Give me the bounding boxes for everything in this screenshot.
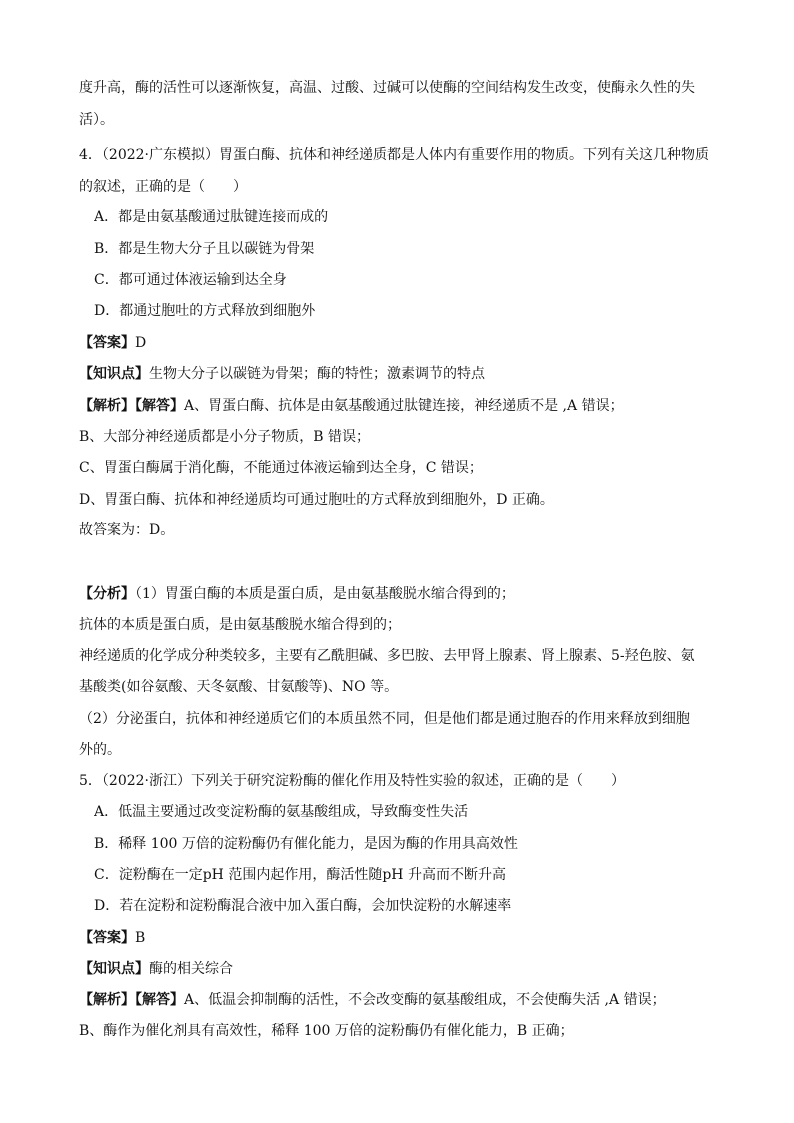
question-5-knowledge-point: 【知识点】酶的相关综合 xyxy=(79,961,233,977)
knowledge-tag: 【知识点】 xyxy=(79,961,149,977)
analysis-tag: 【解析】【解答】 xyxy=(79,992,184,1008)
question-4-analysis: C、胃蛋白酶属于消化酶，不能通过体液运输到达全身，C 错误； xyxy=(79,460,483,476)
analysis-tag: 【解析】【解答】 xyxy=(79,398,184,414)
question-4-explanation: 【分析】（1）胃蛋白酶的本质是蛋白质，是由氨基酸脱水缩合得到的； xyxy=(79,586,515,602)
question-4-analysis: D、胃蛋白酶、抗体和神经递质均可通过胞吐的方式释放到细胞外，D 正确。 xyxy=(79,492,554,508)
question-5-option-c: C．淀粉酶在一定pH 范围内起作用，酶活性随pH 升高而不断升高 xyxy=(94,867,506,883)
question-4-explanation: 抗体的本质是蛋白质，是由氨基酸脱水缩合得到的； xyxy=(79,617,401,633)
paragraph-line: 度升高，酶的活性可以逐渐恢复，高温、过酸、过碱可以使酶的空间结构发生改变，使酶永久性的失 xyxy=(79,80,695,96)
question-4-explanation: 神经递质的化学成分种类较多，主要有乙酰胆碱、多巴胺、去甲肾上腺素、肾上腺素、5-羟色胺、氨 xyxy=(79,648,695,664)
question-4-answer: 【答案】D xyxy=(79,335,147,351)
question-4-option-b: B．都是生物大分子且以碳链为骨架 xyxy=(94,241,315,257)
paragraph-line: 活）。 xyxy=(79,112,114,128)
answer-tag: 【答案】 xyxy=(79,335,135,351)
question-4-conclusion: 故答案为：D。 xyxy=(79,522,175,538)
question-4-option-c: C．都可通过体液运输到达全身 xyxy=(94,272,287,288)
question-4-stem: 4．（2022·广东模拟）胃蛋白酶、抗体和神经递质都是人体内有重要作用的物质。下列有关这几种物质 xyxy=(79,147,709,163)
question-4-explanation: 外的。 xyxy=(79,742,121,758)
question-4-option-a: A．都是由氨基酸通过肽键连接而成的 xyxy=(94,209,329,225)
question-5-analysis: 【解析】【解答】A、低温会抑制酶的活性，不会改变酶的氨基酸组成，不会使酶失活 ,A 错误； xyxy=(79,992,666,1008)
question-4-explanation: （2）分泌蛋白，抗体和神经递质它们的本质虽然不同，但是他们都是通过胞吞的作用来释放到细胞 xyxy=(79,711,690,727)
question-5-analysis: B、酶作为催化剂具有高效性，稀释 100 万倍的淀粉酶仍有催化能力，B 正确； xyxy=(79,1023,574,1039)
question-4-knowledge-point: 【知识点】生物大分子以碳链为骨架；酶的特性；激素调节的特点 xyxy=(79,366,485,382)
question-4-stem: 的叙述，正确的是（ ） xyxy=(79,179,247,195)
question-5-stem: 5．（2022·浙江）下列关于研究淀粉酶的催化作用及特性实验的叙述，正确的是（ ） xyxy=(79,773,625,789)
question-5-option-b: B．稀释 100 万倍的淀粉酶仍有催化能力，是因为酶的作用具高效性 xyxy=(94,836,518,852)
question-4-analysis: 【解析】【解答】A、胃蛋白酶、抗体是由氨基酸通过肽键连接，神经递质不是 ,A 错误； xyxy=(79,398,624,414)
question-4-option-d: D．都通过胞吐的方式释放到细胞外 xyxy=(94,303,316,319)
knowledge-tag: 【知识点】 xyxy=(79,366,149,382)
question-5-answer: 【答案】B xyxy=(79,930,146,946)
question-4-explanation: 基酸类(如谷氨酸、天冬氨酸、甘氨酸等)、NO 等。 xyxy=(79,679,399,695)
question-5-option-d: D．若在淀粉和淀粉酶混合液中加入蛋白酶，会加快淀粉的水解速率 xyxy=(94,898,512,914)
answer-tag: 【答案】 xyxy=(79,930,135,946)
question-5-option-a: A．低温主要通过改变淀粉酶的氨基酸组成，导致酶变性失活 xyxy=(94,804,469,820)
question-4-analysis: B、大部分神经递质都是小分子物质，B 错误； xyxy=(79,429,371,445)
explanation-tag: 【分析】 xyxy=(79,586,135,602)
